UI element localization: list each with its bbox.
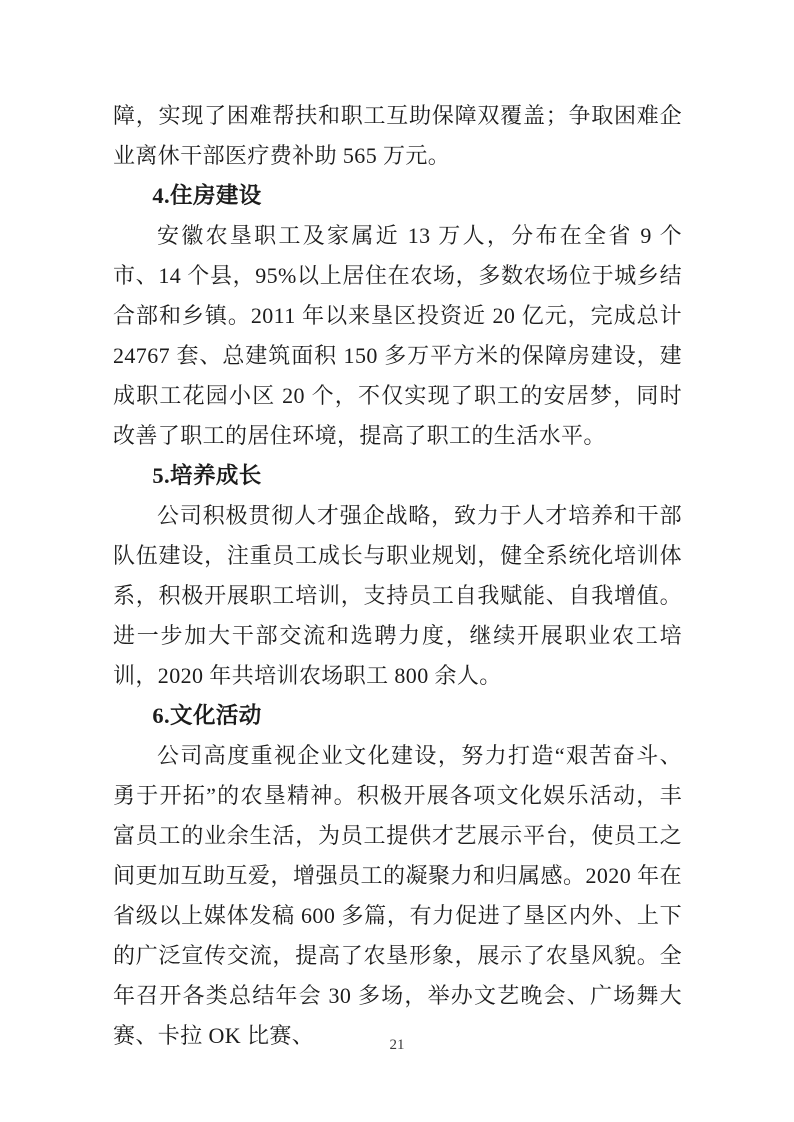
paragraph-continuation: 障，实现了困难帮扶和职工互助保障双覆盖；争取困难企业离休干部医疗费补助 565 万元。 (113, 103, 682, 168)
section-heading-housing: 4.住房建设 (152, 183, 262, 208)
section-heading-culture: 6.文化活动 (152, 703, 262, 728)
section-heading-training: 5.培养成长 (152, 463, 262, 488)
paragraph-training: 公司积极贯彻人才强企战略，致力于人才培养和干部队伍建设，注重员工成长与职业规划，健全系统化培训体系，积极开展职工培训，支持员工自我赋能、自我增值。进一步加大干部交流和选聘力度，继续开展职业农工培训，2020 年共培训农场职工 800 余人。 (113, 503, 682, 688)
paragraph-culture: 公司高度重视企业文化建设，努力打造“艰苦奋斗、勇于开拓”的农垦精神。积极开展各项文化娱乐活动，丰富员工的业余生活，为员工提供才艺展示平台，使员工之间更加互助互爱，增强员工的凝聚力和归属感。2020 年在省级以上媒体发稿 600 多篇，有力促进了垦区内外、上下的广泛宣传交流，提高了农垦形象，展示了农垦风貌。全年召开各类总结年会 30 多场，举办文艺晚会、广场舞大赛、卡拉 OK 比赛、 (113, 743, 682, 1048)
page-number: 21 (389, 1037, 405, 1053)
paragraph-housing: 安徽农垦职工及家属近 13 万人，分布在全省 9 个市、14 个县，95%以上居住在农场，多数农场位于城乡结合部和乡镇。2011 年以来垦区投资近 20 亿元，完成总计 24767 套、总建筑面积 150 多万平方米的保障房建设，建成职工花园小区 20 个，不仅实现了职工的安居梦，同时改善了职工的居住环境，提高了职工的生活水平。 (113, 223, 682, 448)
